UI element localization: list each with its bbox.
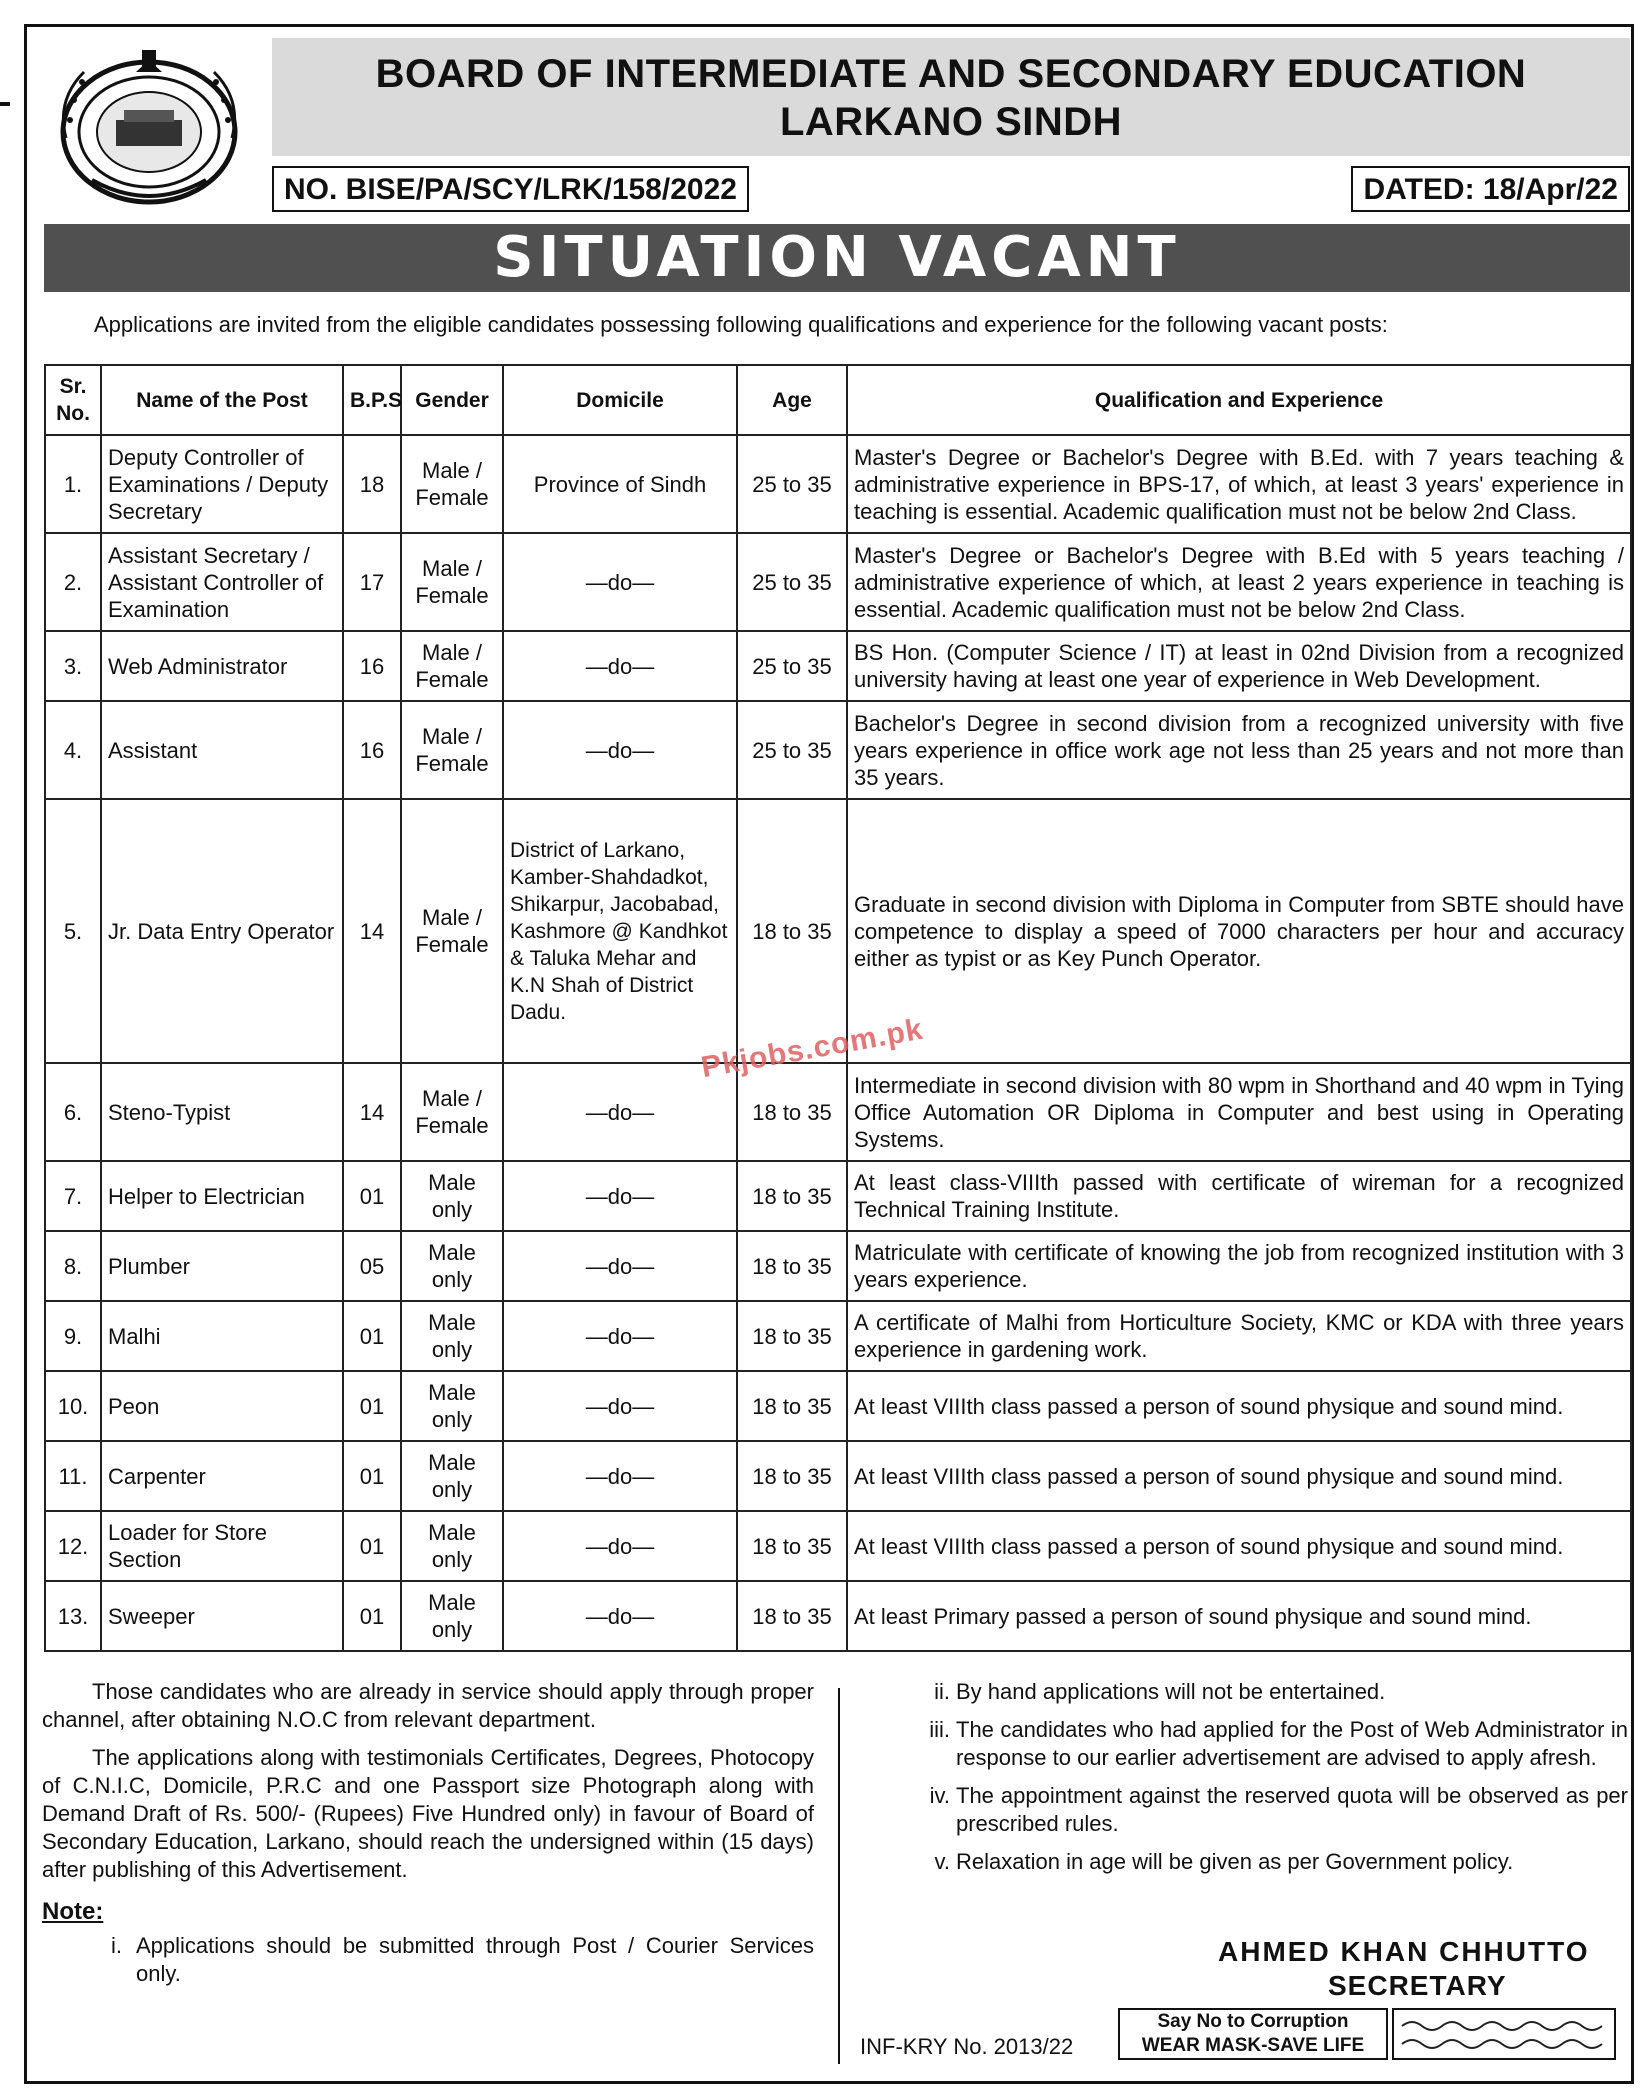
qualification: Intermediate in second division with 80 wpm in Shorthand and 40 wpm in Tying Office Automation OR Diploma in Computer and best using in Operating Systems.: [847, 1063, 1631, 1161]
qualification: At least VIIIth class passed a person of sound physique and sound mind.: [847, 1511, 1631, 1581]
domicile: District of Larkano, Kamber-Shahdadkot, Shikarpur, Jacobabad, Kashmore @ Kandhkot & Taluka Mehar and K.N Shah of District Dadu.: [503, 799, 737, 1063]
header-band: [272, 38, 1630, 156]
urdu-slogan-graphic: [1394, 2010, 1614, 2058]
gender: Male only: [401, 1511, 503, 1581]
qualification: At least VIIIth class passed a person of sound physique and sound mind.: [847, 1371, 1631, 1441]
table-row: [45, 799, 1631, 1063]
qualification: Master's Degree or Bachelor's Degree with B.Ed with 5 years teaching / administrative experience of which, at least 2 years experience in teaching is essential. Academic qualification must not be below 2nd Class.: [847, 533, 1631, 631]
bps: 01: [343, 1581, 401, 1651]
board-location: LARKANO SINDH: [779, 100, 1123, 144]
post-name: Assistant: [101, 701, 343, 799]
bps: 14: [343, 799, 401, 1063]
anti-corruption-sticker: [1118, 2008, 1388, 2060]
note-item-text: By hand applications will not be entertained.: [956, 1679, 1386, 1704]
age: 25 to 35: [737, 533, 847, 631]
bps: 16: [343, 631, 401, 701]
table-row: [45, 1581, 1631, 1651]
domicile: —do—: [503, 1441, 737, 1511]
note-item: [916, 1678, 1628, 1706]
age: 18 to 35: [737, 799, 847, 1063]
note-item-number: i.: [111, 1933, 122, 1958]
age: 18 to 35: [737, 1231, 847, 1301]
table-row: [45, 1371, 1631, 1441]
sr-no: 5.: [45, 799, 101, 1063]
sticker-line-2: WEAR MASK-SAVE LIFE: [1141, 2035, 1365, 2056]
post-name: Carpenter: [101, 1441, 343, 1511]
bps: 05: [343, 1231, 401, 1301]
header-gender: Gender: [401, 365, 503, 435]
note-item-text: Relaxation in age will be given as per Government policy.: [956, 1849, 1514, 1874]
gender: Male only: [401, 1441, 503, 1511]
bps: 01: [343, 1301, 401, 1371]
posts-table: [44, 364, 1632, 1652]
post-name: Jr. Data Entry Operator: [101, 799, 343, 1063]
age: 18 to 35: [737, 1581, 847, 1651]
sr-no: 9.: [45, 1301, 101, 1371]
domicile: —do—: [503, 631, 737, 701]
post-name: Assistant Secretary / Assistant Controller of Examination: [101, 533, 343, 631]
post-name: Helper to Electrician: [101, 1161, 343, 1231]
domicile: Province of Sindh: [503, 435, 737, 533]
sr-no: 3.: [45, 631, 101, 701]
age: 18 to 35: [737, 1161, 847, 1231]
sr-no: 2.: [45, 533, 101, 631]
sticker-line-1: Say No to Corruption: [1157, 2011, 1349, 2032]
bps: 14: [343, 1063, 401, 1161]
header-bps: B.P.S: [343, 365, 401, 435]
post-name: Malhi: [101, 1301, 343, 1371]
post-name: Web Administrator: [101, 631, 343, 701]
table-row: [45, 1301, 1631, 1371]
domicile: —do—: [503, 1301, 737, 1371]
documents-paragraph: The applications along with testimonials Certificates, Degrees, Photocopy of C.N.I.C, Domicile, P.R.C and one Passport size Photograph along with Demand Draft of Rs. 500/- (Rupees) Five Hundred only) in favour of Board of Secondary Education, Larkano, should reach the undersigned within (15 days) after publishing of this Advertisement.: [42, 1745, 814, 1882]
note-item: [42, 1932, 814, 1988]
gender: Male only: [401, 1161, 503, 1231]
domicile: —do—: [503, 1231, 737, 1301]
instructions-right-column: [916, 1678, 1628, 1886]
gender: Male / Female: [401, 1063, 503, 1161]
age: 18 to 35: [737, 1511, 847, 1581]
age: 18 to 35: [737, 1441, 847, 1511]
bps: 01: [343, 1161, 401, 1231]
note-item-number: v.: [934, 1849, 950, 1874]
post-name: Plumber: [101, 1231, 343, 1301]
qualification: At least VIIIth class passed a person of sound physique and sound mind.: [847, 1441, 1631, 1511]
table-row: [45, 1231, 1631, 1301]
post-name: Sweeper: [101, 1581, 343, 1651]
table-row: [45, 631, 1631, 701]
service-candidates-paragraph: Those candidates who are already in service should apply through proper channel, after obtaining N.O.C from relevant department.: [42, 1679, 814, 1732]
age: 25 to 35: [737, 435, 847, 533]
signatory-name: AHMED KHAN CHHUTTO: [1218, 1936, 1590, 1967]
bps: 01: [343, 1441, 401, 1511]
note-item: [916, 1848, 1628, 1876]
header-domicile: Domicile: [503, 365, 737, 435]
table-row: [45, 533, 1631, 631]
header-age: Age: [737, 365, 847, 435]
post-name: Deputy Controller of Examinations / Deputy Secretary: [101, 435, 343, 533]
age: 18 to 35: [737, 1301, 847, 1371]
gender: Male / Female: [401, 533, 503, 631]
bps: 18: [343, 435, 401, 533]
board-title: BOARD OF INTERMEDIATE AND SECONDARY EDUCATION: [375, 52, 1527, 96]
domicile: —do—: [503, 1511, 737, 1581]
table-row: [45, 1161, 1631, 1231]
note-item-number: iii.: [929, 1717, 950, 1742]
note-heading: Note:: [42, 1898, 104, 1925]
instructions-left-column: [42, 1678, 814, 1988]
board-seal-logo: [44, 40, 254, 210]
signatory-title: SECRETARY: [1328, 1970, 1507, 2001]
gender: Male only: [401, 1581, 503, 1651]
sr-no: 12.: [45, 1511, 101, 1581]
site-watermark: Pkjobs.com.pk: [698, 1012, 926, 1085]
gender: Male / Female: [401, 701, 503, 799]
note-item-text: Applications should be submitted through Post / Courier Services only.: [136, 1933, 814, 1986]
gender: Male only: [401, 1301, 503, 1371]
age: 25 to 35: [737, 701, 847, 799]
qualification: A certificate of Malhi from Horticulture Society, KMC or KDA with three years experience in gardening work.: [847, 1301, 1631, 1371]
reference-row: [272, 166, 1630, 212]
header-sr-no: Sr. No.: [45, 365, 101, 435]
situation-vacant-banner: [44, 224, 1630, 292]
qualification: Bachelor's Degree in second division from a recognized university with five years experience in office work age not less than 25 years and not more than 35 years.: [847, 701, 1631, 799]
header-post: Name of the Post: [101, 365, 343, 435]
gender: Male / Female: [401, 631, 503, 701]
domicile: —do—: [503, 1581, 737, 1651]
table-header-row: [45, 365, 1631, 435]
sr-no: 11.: [45, 1441, 101, 1511]
table-row: [45, 701, 1631, 799]
note-item-number: iv.: [929, 1783, 950, 1808]
domicile: —do—: [503, 1161, 737, 1231]
post-name: Loader for Store Section: [101, 1511, 343, 1581]
table-row: [45, 435, 1631, 533]
sr-no: 1.: [45, 435, 101, 533]
reference-number: NO. BISE/PA/SCY/LRK/158/2022: [272, 166, 749, 212]
gender: Male only: [401, 1371, 503, 1441]
qualification: BS Hon. (Computer Science / IT) at least in 02nd Division from a recognized university having at least one year of experience in Web Development.: [847, 631, 1631, 701]
table-row: [45, 1511, 1631, 1581]
urdu-slogan-box: [1392, 2008, 1616, 2060]
qualification: At least class-VIIIth passed with certificate of wireman for a recognized Technical Training Institute.: [847, 1161, 1631, 1231]
domicile: —do—: [503, 1371, 737, 1441]
age: 18 to 35: [737, 1371, 847, 1441]
note-item: [916, 1782, 1628, 1838]
gender: Male / Female: [401, 435, 503, 533]
gender: Male / Female: [401, 799, 503, 1063]
bps: 16: [343, 701, 401, 799]
post-name: Steno-Typist: [101, 1063, 343, 1161]
age: 25 to 35: [737, 631, 847, 701]
sr-no: 13.: [45, 1581, 101, 1651]
domicile: —do—: [503, 533, 737, 631]
bps: 01: [343, 1511, 401, 1581]
gender: Male only: [401, 1231, 503, 1301]
sr-no: 4.: [45, 701, 101, 799]
domicile: —do—: [503, 1063, 737, 1161]
dated: DATED: 18/Apr/22: [1351, 166, 1630, 212]
sr-no: 7.: [45, 1161, 101, 1231]
bps: 01: [343, 1371, 401, 1441]
sr-no: 8.: [45, 1231, 101, 1301]
inf-number: INF-KRY No. 2013/22: [860, 2034, 1074, 2059]
domicile: —do—: [503, 701, 737, 799]
table-row: [45, 1441, 1631, 1511]
banner-text: SITUATION VACANT: [493, 225, 1181, 290]
sr-no: 6.: [45, 1063, 101, 1161]
note-item-number: ii.: [934, 1679, 950, 1704]
sr-no: 10.: [45, 1371, 101, 1441]
table-row: [45, 1063, 1631, 1161]
note-item: [916, 1716, 1628, 1772]
post-name: Peon: [101, 1371, 343, 1441]
note-item-text: The appointment against the reserved quota will be observed as per prescribed rules.: [956, 1783, 1628, 1836]
column-divider: [838, 1688, 840, 2064]
qualification: At least Primary passed a person of sound physique and sound mind.: [847, 1581, 1631, 1651]
bps: 17: [343, 533, 401, 631]
qualification: Graduate in second division with Diploma in Computer from SBTE should have competence to display a speed of 7000 characters per hour and accuracy either as typist or as Key Punch Operator.: [847, 799, 1631, 1063]
qualification: Matriculate with certificate of knowing the job from recognized institution with 3 years experience.: [847, 1231, 1631, 1301]
qualification: Master's Degree or Bachelor's Degree with B.Ed. with 7 years teaching & administrative experience in BPS-17, of which, at least 3 years' experience in teaching is essential. Academic qualification must not be below 2nd Class.: [847, 435, 1631, 533]
age: 18 to 35: [737, 1063, 847, 1161]
header-qualification: Qualification and Experience: [847, 365, 1631, 435]
note-item-text: The candidates who had applied for the Post of Web Administrator in response to our earlier advertisement are advised to apply afresh.: [956, 1717, 1628, 1770]
intro-text: Applications are invited from the eligible candidates possessing following qualifications and experience for the following vacant posts:: [94, 312, 1388, 337]
edge-mark: [0, 102, 10, 106]
